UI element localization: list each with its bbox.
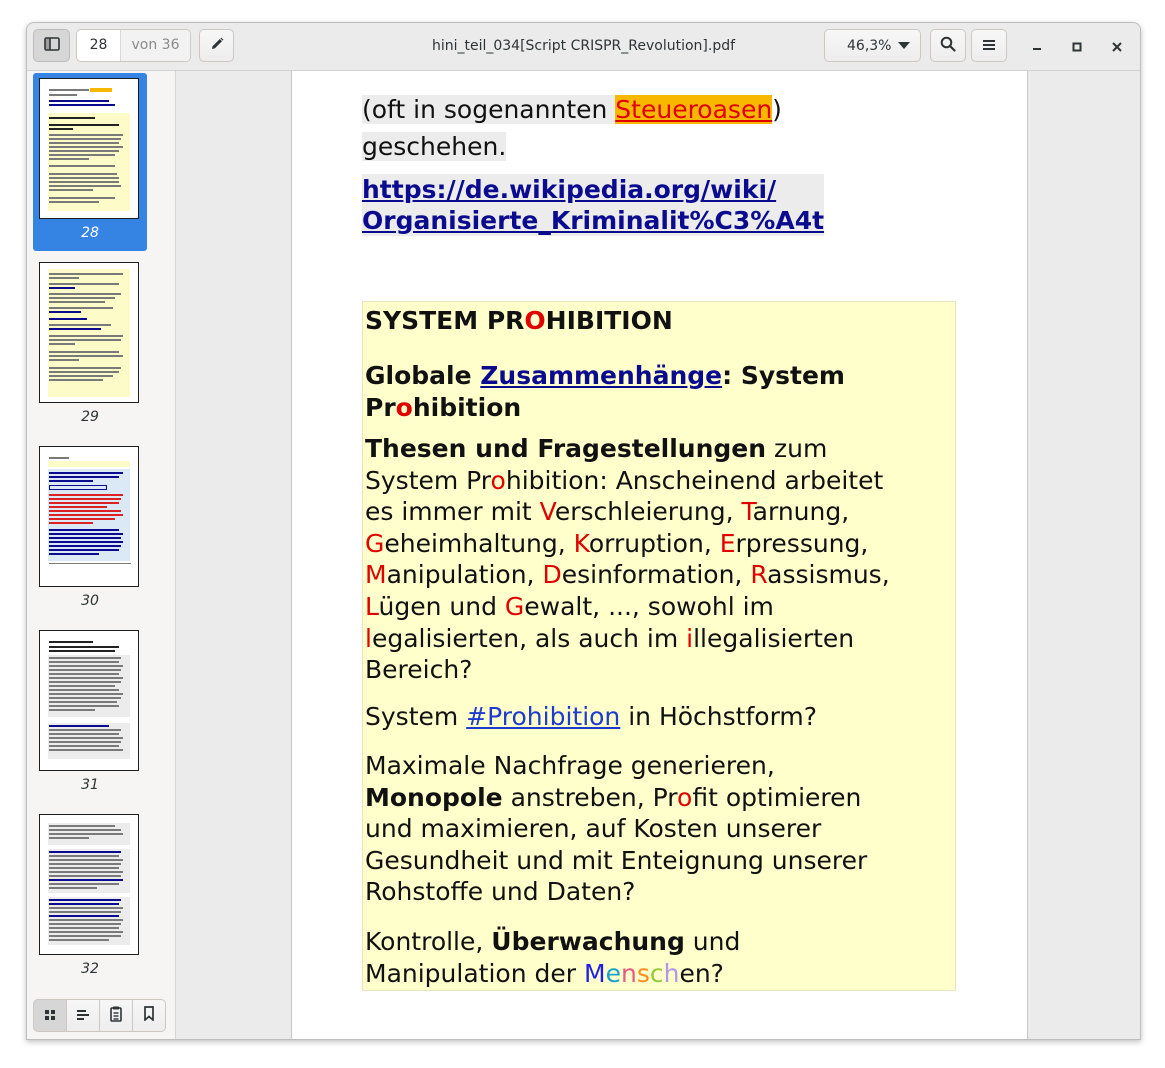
document-title: hini_teil_034[Script CRISPR_Revolution].pdf — [431, 38, 736, 54]
thumbnail-page-31[interactable] — [33, 625, 147, 803]
text: hibition: Anscheinend arbeitet — [505, 465, 884, 495]
sidebar-toggle-button[interactable] — [33, 29, 70, 62]
thumbnail-page-label: 32 — [81, 961, 99, 977]
bookmarks-view-button[interactable] — [132, 999, 166, 1032]
red-letter: L — [365, 591, 379, 621]
bookmarks-icon — [143, 1006, 155, 1025]
text: arnung, — [752, 497, 850, 527]
text: eheimhaltung, — [384, 528, 574, 558]
text: erschleierung, — [554, 497, 742, 527]
text: Kontrolle, — [365, 927, 492, 956]
colored-letter: n — [620, 959, 637, 988]
intro-text-line2: geschehen. — [362, 132, 507, 161]
thumbnail-page-32[interactable] — [33, 809, 147, 987]
search-icon — [940, 36, 956, 56]
colored-letter: e — [605, 959, 621, 988]
red-letter: M — [365, 560, 387, 590]
highlighted-box — [362, 301, 956, 991]
theses-bold: Thesen und Fragestellungen — [365, 434, 767, 463]
thumbnail-image — [39, 446, 139, 587]
text: en? — [679, 959, 724, 988]
header-bar — [27, 23, 1140, 71]
thumbnail-image — [39, 78, 139, 219]
thumbnail-page-label: 28 — [81, 225, 99, 241]
heading-text: hibition — [412, 393, 522, 422]
thumbnail-page-label: 31 — [81, 777, 99, 793]
maximize-button[interactable] — [1065, 34, 1089, 58]
text: assismus, — [767, 560, 890, 590]
hamburger-menu-icon — [982, 36, 996, 55]
pencil-icon — [210, 36, 224, 55]
colored-letter: c — [649, 959, 664, 988]
close-button[interactable] — [1105, 34, 1129, 58]
red-letter: G — [504, 591, 525, 621]
text: fit optimieren — [692, 782, 862, 812]
text: llegalisierten — [693, 623, 855, 653]
pdf-viewer-window — [26, 22, 1141, 1040]
text: anipulation, — [386, 560, 543, 590]
close-icon — [1112, 37, 1122, 56]
page-total-label: von 36 — [121, 30, 190, 61]
zusammenhaenge-link[interactable]: Zusammenhänge — [480, 361, 723, 390]
ueberwachung-bold: Überwachung — [491, 927, 685, 956]
outline-icon — [76, 1006, 90, 1025]
heading-text: SYSTEM PR — [365, 306, 525, 335]
red-letter: l — [365, 623, 372, 653]
text: in Höchstform? — [620, 702, 818, 731]
text: ügen und — [378, 591, 505, 621]
red-letter: D — [542, 560, 562, 590]
document-viewer[interactable] — [176, 71, 1140, 1039]
text: Manipulation der — [365, 959, 584, 988]
thumbnail-page-label: 29 — [81, 409, 99, 425]
thumbnail-image — [39, 630, 139, 771]
maximal-paragraph — [365, 750, 953, 908]
heading-text: Globale — [365, 361, 481, 390]
sidebar-icon — [44, 36, 60, 55]
text: Maximale Nachfrage generieren, — [365, 751, 775, 780]
heading-text: : System — [722, 361, 845, 390]
text: ewalt, ..., sowohl im — [524, 591, 774, 621]
thumbnail-image — [39, 814, 139, 955]
outline-view-button[interactable] — [66, 999, 100, 1032]
theses-paragraph — [365, 433, 953, 686]
red-letter: G — [365, 528, 385, 558]
thumbnail-sidebar — [27, 71, 176, 1039]
main-menu-button[interactable] — [971, 29, 1007, 62]
red-letter: o — [677, 782, 693, 812]
text: System Pr — [365, 465, 491, 495]
page-selector — [76, 29, 191, 62]
colored-letter: s — [636, 959, 650, 988]
text: zum — [766, 434, 828, 463]
steueroasen-link[interactable]: Steueroasen — [615, 95, 773, 124]
text: System — [365, 702, 467, 731]
annotations-icon — [109, 1006, 123, 1026]
red-letter: T — [741, 497, 753, 527]
heading-text: Pr — [365, 393, 396, 422]
wikipedia-link-line2: Organisierte_Kriminalit%C3%A4t — [362, 206, 825, 235]
heading-text: HIBITION — [545, 306, 673, 335]
thumbnail-page-label: 30 — [81, 593, 99, 609]
global-heading — [365, 360, 953, 424]
monopole-bold: Monopole — [365, 782, 503, 812]
annotations-view-button[interactable] — [99, 999, 133, 1032]
heading-red-letter: O — [524, 306, 546, 335]
red-letter: i — [686, 623, 694, 653]
text: Bereich? — [365, 655, 473, 685]
wikipedia-link-line1: https://de.wikipedia.org/wiki/ — [362, 175, 777, 204]
sidebar-mode-switcher — [33, 999, 169, 1032]
pdf-page — [291, 71, 1028, 1039]
text: Gesundheit und mit Enteignung unserer — [365, 845, 868, 875]
zoom-level-dropdown[interactable] — [824, 29, 921, 62]
minimize-icon — [1032, 37, 1042, 56]
text: egalisierten, als auch im — [371, 623, 687, 653]
thumbnail-image — [39, 262, 139, 403]
text: es immer mit — [365, 497, 540, 527]
annotate-button[interactable] — [199, 29, 234, 62]
search-button[interactable] — [930, 29, 966, 62]
text: rpressung, — [735, 528, 869, 558]
section-heading — [365, 305, 953, 337]
thumbnail-page-30[interactable] — [33, 441, 147, 619]
red-letter: R — [750, 560, 768, 590]
intro-text-start: (oft in sogenannten — [362, 95, 616, 124]
intro-text-end: ) — [772, 95, 782, 124]
red-letter: K — [573, 528, 589, 558]
system-paragraph — [365, 701, 953, 733]
colored-letter: M — [583, 959, 606, 988]
wikipedia-link[interactable] — [362, 174, 824, 236]
intro-paragraph — [362, 91, 882, 165]
maximize-icon — [1072, 37, 1082, 56]
text: orruption, — [588, 528, 720, 558]
page-number-input[interactable]: 28 — [89, 37, 108, 53]
text: esinformation, — [561, 560, 751, 590]
colored-letter: h — [663, 959, 680, 988]
text: anstreben, Pr — [502, 782, 678, 812]
minimize-button[interactable] — [1025, 34, 1049, 58]
zoom-level-value: 46,3% — [847, 37, 892, 54]
red-letter: o — [490, 465, 506, 495]
red-letter: E — [719, 528, 736, 558]
red-letter: V — [539, 497, 555, 527]
thumbnail-page-28[interactable] — [33, 73, 147, 251]
kontrolle-paragraph — [365, 926, 953, 990]
thumbnails-view-button[interactable] — [33, 999, 67, 1032]
text: Rohstoffe und Daten? — [365, 877, 636, 906]
thumbnail-page-29[interactable] — [33, 257, 147, 435]
heading-red-letter: o — [395, 393, 413, 422]
prohibition-hashtag-link[interactable]: #Prohibition — [466, 702, 621, 731]
menschen-colored-word — [584, 959, 679, 988]
text: und — [684, 927, 741, 956]
thumbnails-grid-icon — [44, 1006, 56, 1025]
text: und maximieren, auf Kosten unserer — [365, 814, 822, 843]
chevron-down-icon — [898, 38, 910, 54]
